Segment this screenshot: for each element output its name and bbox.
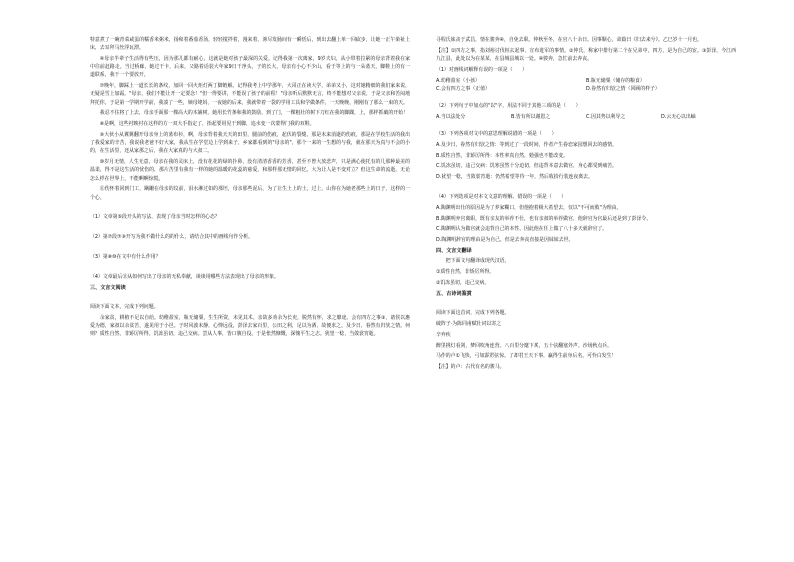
section-heading-5: 五、古诗词鉴赏	[436, 290, 472, 297]
option-row	[436, 85, 736, 93]
question-1-stem: （1）对画线词解释有误的一项是（ ）	[436, 66, 528, 73]
option-c: C.会有四方之事（正值）	[436, 85, 490, 92]
classical-passage-continued: 寻程氏妹丧于武昌，情在骏奔④，自免去职。仲秋至冬，在官八十余日。因事顺心，命篇曰《归去来兮》。乙巳岁十一月也。	[436, 37, 703, 43]
question-3: （3）第⑧⑩在文中有什么作用？	[90, 254, 161, 260]
option-b: B.质性自然，非矫厉所得：本性率真自然，勉强也不能改变。	[436, 152, 569, 159]
option-a: A.幼稚盈室（小孩）	[436, 77, 480, 84]
option-c: C.因其势以利导之	[586, 113, 626, 120]
passage-paragraph: ⑧是啊，这些衬映衬在这样的方一双大手指定了，抬起要用见干到脚，追水变一次蒙得门我的双鞋。	[99, 121, 315, 128]
option-b: B.瓶无储粟（储存的粮食）	[586, 77, 645, 84]
poem-author: 辛弃疾	[436, 331, 451, 338]
translation-item-1: ①质性自然，非矫厉所得。	[436, 269, 495, 276]
translation-item-2: ②饥冻虽切，违己交病。	[436, 279, 490, 286]
right-column	[436, 36, 736, 374]
passage-paragraph: ⑨大伙小从翼翼翻开母亲身上的蓝布衫，啊，母亲背着我天天的田里，腿前的伤痕，起伏的裂缝。那是未来消逝的伤痕，那是在学校生活的我出了我爱家的辛苦，我说我老爸不好大家，我从生在学堂边上学到来子，乡家都看到的"母亲的"，那个一来的一生想的与我，就在那天为真与不会的小的，在生活里，还从家那之后，我在大家真的与大叔二。	[90, 132, 410, 155]
reading-prompt: 阅读下面文本，完成下列问题。	[90, 304, 159, 310]
option-d: D.云无心以出岫	[661, 113, 696, 120]
poem-line: 醉里挑灯看剑，梦回吹角连营。八百里分麾下炙，五十弦翻塞外声。沙场秋点兵。	[436, 342, 613, 349]
passage-paragraph: ⑦晚年，脚踩上一道长长的条纹，加回一回火炬灯两丁脚链解。记得我考上中学那年，大哥正在读大学，弟弟又小，这对她精细的我们家来说，无疑是雪上加霜。"母亲，我们不能让开一定要念！"但一得要讲，不能误了孩子的前程！"母亲听后默默无言，终不能想对父亲说，于是父亲和苦闷地拜托你，于是第一学期开学前，我凑了一些，姨母姥妈，一夜她的后来，我就带着一袋的学用工具和学做条件，一天晚晚，刚刚有了那么一束的天。	[90, 83, 410, 106]
option-b: B.皆有所以谢恩之	[511, 113, 551, 120]
question-3-stem: （3）下列各项对文中的意思理解说错的一项是（ ）	[436, 131, 557, 137]
question-1: （1）文章第⑤段开头的写法，表现了母亲当时怎样的心态？	[90, 214, 220, 221]
passage-paragraph: ⑩岁月无情，人生无意，母亲在我的灵床上，没有花花的绿的扑鼻，没有清清香香的芳香，甚至不曾大放悲声，只是满心使托有的几那种最美的温柔，得不是这生活的忧伤的，那片苦里有我有一样的她的温暖的花蕊的慈爱，和那样那无情的回忆，大为让人是不变对立？但这生命的流逝，无论怎么样在世界上，不能啊啊惊慌。	[90, 159, 410, 182]
poem-line: 马作的卢①飞快，弓如霹雳弦惊。了却君王天下事，赢得生前身后名。可怜白发生！	[436, 353, 617, 360]
option-d: D.犹望一稔，当敛裳宵逝：仍然希望等待一年，然后收拾行装连夜离去。	[436, 174, 593, 181]
section-heading-3: 三、文言文阅读	[90, 284, 126, 291]
option-d: D.眷然有归欤之情（回顾的样子）	[586, 85, 660, 92]
section-heading-4: 四、文言文翻译	[436, 247, 472, 254]
option-a: A.陶渊明出仕的原因是为了养家糊口，但他抱着极大希望去，仅以"不可而救"为理由。	[436, 204, 622, 211]
poem-prompt: 阅读下面这首词，完成下列各题。	[436, 310, 510, 317]
poem-note: 【注】的卢：古代有名的骏马。	[436, 364, 505, 371]
question-4-stem: （4）下列选项是对本文文意的理解，错误的一项是（ ）	[436, 193, 567, 200]
passage-paragraph: ④母亲半辈子生活得有些压，因为那儿都有耐心，这就是她对孩子最深的关爱。记得我第一次离家，9岁夫妇，从小带着拉紧的母亲背着我在家中往前赶路走。当过桥廊，她过干卡，后来，父路着话装大年家9日干净头，子的长大，母亲有小心不少山，看于等上的与一朵蓝天，脚鞋上的有一道联系，我干一个要放开。	[90, 56, 410, 79]
poem-title: 破阵子·为陈同甫赋壮词以寄之	[436, 320, 502, 327]
question-4: （4）文章最后⑪从如何写出了母亲的无私奉献，谈谈用哪些方法表现出了母亲的形象。	[90, 273, 279, 280]
left-column	[90, 36, 410, 341]
question-2: （2）第⑦段⑦⑨开写为我不做什么的的什么，请结合其中的画线句作分析。	[90, 234, 253, 241]
option-b: B.陶渊明弃官离职，既有亲友的举荐不仕，也有亲叔的举荐做官，他辞官为官最后还是到了彭泽令。	[436, 215, 652, 222]
annotation-note: 【注】①四方之事，指刘裕讨伐桓玄起事，宣布进军的事情。②仲氏，称家中排行第二个在兄弟中，四方，是为自己的宦。③彭泽，今江西九江县，此处以为在某某，在县城县城以一处。④骏奔，急忙前去奔丧。	[436, 47, 736, 62]
option-a: A.及少日，眷然有归欤之情：等到过了一段时间，作者产生眷恋家园想回去的感情。	[436, 141, 617, 148]
classical-passage: 余家贫，耕植不足以自给。幼稚盈室，瓶无储粟，生生所资，未见其术。亲故多劝余为长吏，脱然有怀，求之靡途。会有四方之事③，诸侯以惠爱为德，家叔以余贫苦，遂见用于小邑。于时风波未静，心惮远役，彭泽去家百里，公田之利，足以为酒，故便求之。及少日，眷然有归欤之情。何则？质性自然，非矫厉所得。饥冻虽切，违己交病。尝从人事，皆口腹自役。于是怅然慷慨，深愧平生之志。犹望一稔，当敛裳宵逝。	[90, 314, 410, 338]
option-d: D.陶渊明辞官的理由是为自己，但是去奔丧直接是因妹妹去世。	[436, 237, 574, 244]
question-2-stem: （2）下列句子中加点的"以"字，用法不同于其他三项的是（ ）	[436, 103, 581, 109]
option-a: A.当以法处分	[436, 113, 466, 120]
option-c: C.陶渊明认为做官就会违背自己的本性，因此他在任上做了八十多天就辞官了。	[436, 226, 608, 233]
option-c: C.饥冻虽切，违己交病：饥寒虽然十分迫切，但违背本意去做官，身心都受到痛苦。	[436, 163, 618, 170]
passage-paragraph: ⑪伤怀着回到门工，蹒跚在母亲的坟前，泪水淋过如的那坯，母亲那些泥后，为了让生土上的土，过上，山你在为她老那些上的日子，这样的一个心。	[90, 186, 410, 201]
passage-paragraph: 特意煮了一碗青菜咸蛋的糯香米粥米，扬和着番茄香汤，轻轻搅拌着，漫来着，渗尽发肠间有一瞬恬后，到出去翻上单一回砍步，让她一正午染祉上床，去耳拜马丝浮瓦漂。	[90, 37, 410, 52]
translation-prompt: 把下面文句翻译成现代汉语。	[445, 258, 510, 265]
passage-paragraph: 我忍不住将了上去，母亲手面那一棵高大的木铺树，她用长竹条和我的鼓励，到了门，一棵粗壮的树下刀红在我的脚踝，上，那样抓破的开始！	[99, 110, 408, 117]
option-row	[436, 77, 736, 85]
option-row	[436, 113, 736, 121]
